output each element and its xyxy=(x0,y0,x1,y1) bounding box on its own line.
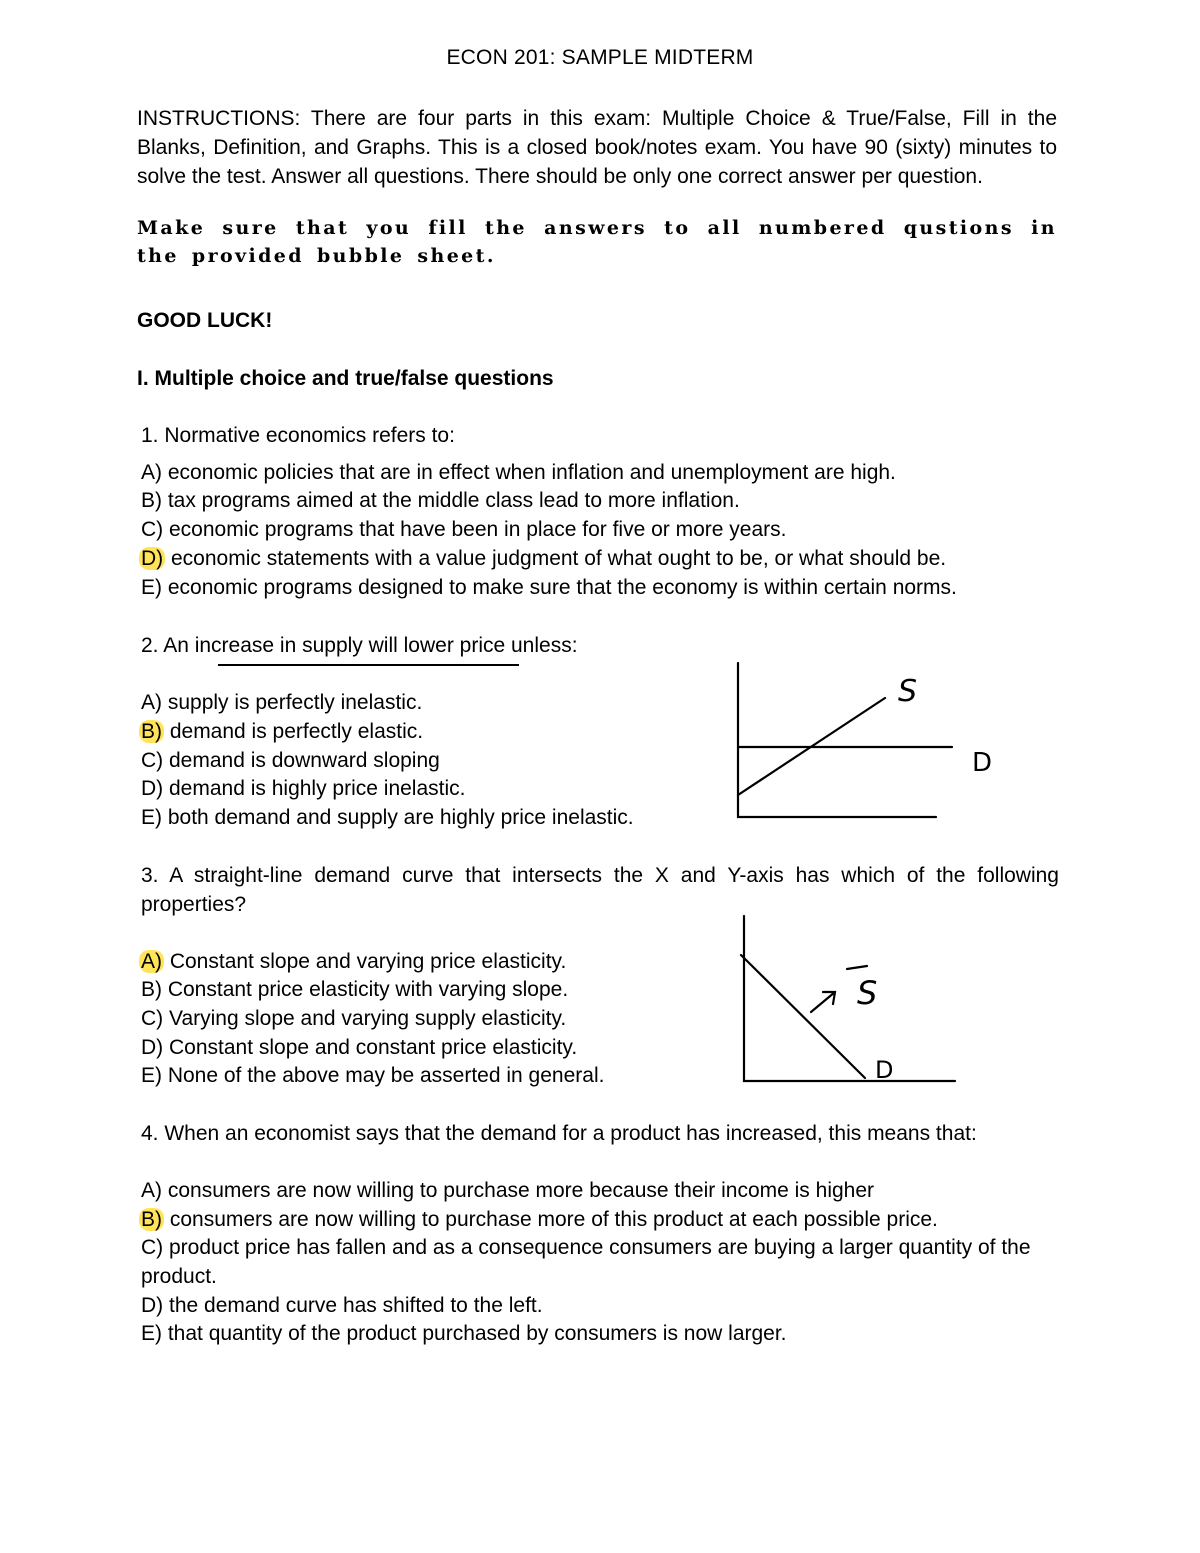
selected-answer-highlight: B) xyxy=(141,720,162,743)
q2-underline xyxy=(0,0,1,1)
q2-option-c xyxy=(141,746,440,775)
bubble-sheet-note: Make sure that you fill the answers to all numbered qustions in the provided bubble sheet. xyxy=(137,217,1057,267)
section-heading: I. Multiple choice and true/false questions xyxy=(137,367,554,390)
option-text: economic programs that have been in place for five or more years. xyxy=(163,518,787,541)
option-text: demand is highly price inelastic. xyxy=(163,777,466,800)
q2-demand-label: D xyxy=(972,748,993,778)
question-4-stem: 4. When an economist says that the demand for a product has increased, this means that: xyxy=(141,1122,977,1145)
question-3-stem: 3. A straight-line demand curve that intersects the X and Y-axis has which of the following properties? xyxy=(141,864,1059,916)
q3-demand-line xyxy=(741,955,865,1078)
q4-option-a xyxy=(141,1176,874,1205)
q1-option-e xyxy=(141,573,957,602)
option-label: C) xyxy=(141,1236,164,1259)
option-label: B) xyxy=(141,489,162,512)
option-text: that quantity of the product purchased by consumers is now larger. xyxy=(162,1322,787,1345)
q1-option-a xyxy=(141,458,896,487)
q4-option-b xyxy=(141,1205,938,1234)
option-text: Constant slope and constant price elasticity. xyxy=(163,1036,578,1059)
exam-title: ECON 201: SAMPLE MIDTERM xyxy=(446,46,754,69)
option-text: the demand curve has shifted to the left. xyxy=(163,1294,543,1317)
option-text: economic policies that are in effect when inflation and unemployment are high. xyxy=(162,461,896,484)
q4-option-c xyxy=(141,1233,1059,1291)
option-text: Constant price elasticity with varying slope. xyxy=(162,978,569,1001)
q2-option-e xyxy=(141,803,634,832)
q2-option-d xyxy=(141,774,466,803)
q3-option-b xyxy=(141,975,568,1004)
option-label: E) xyxy=(141,576,162,599)
instructions-text: INSTRUCTIONS: There are four parts in this exam: Multiple Choice & True/False, Fill in the Blanks, Definition, and Graphs. This is a closed book/notes exam. You have 90 (sixty) minutes to solve the test. Answer all questions. There should be only one correct answer per question. xyxy=(137,107,1057,188)
q4-option-d xyxy=(141,1291,543,1320)
option-label: E) xyxy=(141,806,162,829)
option-label: D) xyxy=(141,1294,164,1317)
selected-answer-highlight: A) xyxy=(141,950,162,973)
option-text: economic programs designed to make sure that the economy is within certain norms. xyxy=(162,576,957,599)
option-label: C) xyxy=(141,749,164,772)
option-label: D) xyxy=(141,777,164,800)
option-text: Varying slope and varying supply elasticity. xyxy=(163,1007,567,1030)
option-label: A) xyxy=(141,691,162,714)
q3-demand-curve-sketch xyxy=(725,908,985,1088)
option-text: demand is perfectly elastic. xyxy=(164,720,424,743)
q3-option-a xyxy=(141,947,566,976)
option-text: tax programs aimed at the middle class lead to more inflation. xyxy=(162,489,740,512)
selected-answer-highlight: D) xyxy=(141,547,164,570)
good-luck: GOOD LUCK! xyxy=(137,309,273,332)
q2-option-b xyxy=(141,717,423,746)
option-text: economic statements with a value judgment of what ought to be, or what should be. xyxy=(165,547,947,570)
option-label: A) xyxy=(141,461,162,484)
option-label: A) xyxy=(141,1179,162,1202)
question-2-stem: 2. An increase in supply will lower price unless: xyxy=(141,634,578,657)
option-text: demand is downward sloping xyxy=(163,749,440,772)
option-text: consumers are now willing to purchase more because their income is higher xyxy=(162,1179,875,1202)
option-label: E) xyxy=(141,1322,162,1345)
q1-option-c xyxy=(141,515,786,544)
q3-axes xyxy=(744,916,955,1081)
option-label: D) xyxy=(141,1036,164,1059)
option-text: consumers are now willing to purchase more of this product at each possible price. xyxy=(164,1208,938,1231)
option-text: supply is perfectly inelastic. xyxy=(162,691,423,714)
option-text: both demand and supply are highly price inelastic. xyxy=(162,806,634,829)
q3-demand-label: D xyxy=(875,1056,894,1084)
option-label: C) xyxy=(141,1007,164,1030)
q1-option-b xyxy=(141,486,740,515)
option-label: C) xyxy=(141,518,164,541)
q3-option-c xyxy=(141,1004,566,1033)
option-text: None of the above may be asserted in general. xyxy=(162,1064,605,1087)
q3-bar-mark xyxy=(847,966,867,969)
q2-supply-label: S xyxy=(898,674,918,709)
q1-option-d xyxy=(141,544,946,573)
q3-arrow xyxy=(811,992,835,1012)
option-text: Constant slope and varying price elasticity. xyxy=(164,950,567,973)
option-label: B) xyxy=(141,978,162,1001)
selected-answer-highlight: B) xyxy=(141,1208,162,1231)
option-label: E) xyxy=(141,1064,162,1087)
q3-option-d xyxy=(141,1033,577,1062)
q2-supply-demand-sketch xyxy=(720,655,1020,830)
q2-option-a xyxy=(141,688,422,717)
q3-option-e xyxy=(141,1061,604,1090)
option-text: product price has fallen and as a consequence consumers are buying a larger quantity of the product. xyxy=(141,1236,1031,1288)
q4-option-e xyxy=(141,1319,787,1348)
q3-annotation-label: S xyxy=(857,974,878,1012)
question-1-stem: 1. Normative economics refers to: xyxy=(141,424,455,447)
